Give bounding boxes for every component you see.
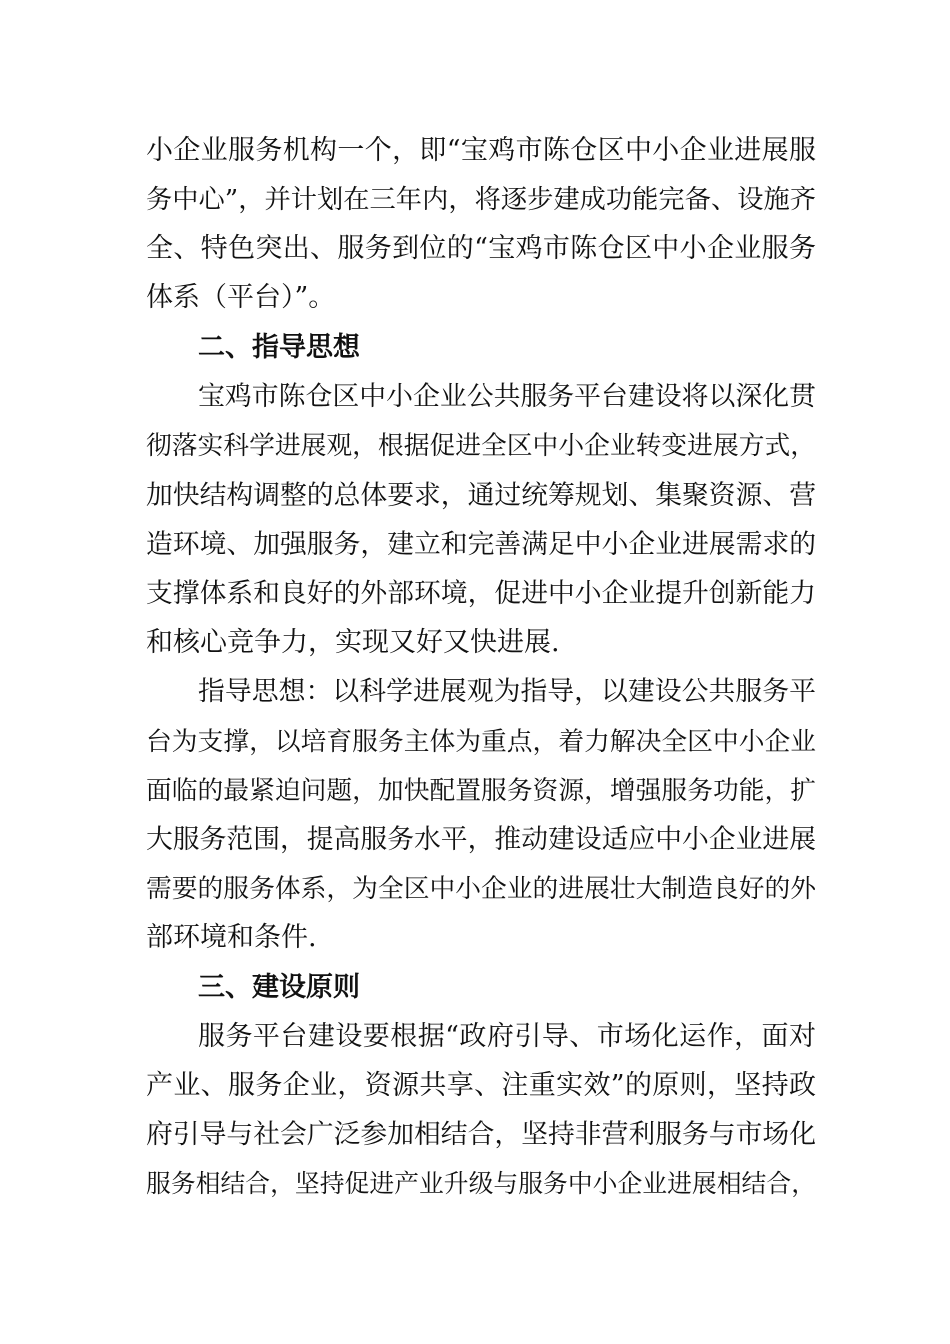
body-text-line: 体系（平台）”。: [146, 282, 336, 313]
body-text-line: 务中心”，并计划在三年内，将逐步建成功能完备、设施齐: [146, 185, 816, 215]
body-text-line: 面临的最紧迫问题，加快配置服务资源，增强服务功能，扩: [146, 776, 816, 806]
body-text-line: 全、特色突出、服务到位的“宝鸡市陈仓区中小企业服务: [146, 233, 816, 264]
section-heading: 三、建设原则: [198, 972, 360, 1003]
body-text-line: 彻落实科学进展观，根据促进全区中小企业转变进展方式，: [146, 431, 816, 461]
body-text-line: 宝鸡市陈仓区中小企业公共服务平台建设将以深化贯: [198, 381, 816, 412]
body-text-line: 小企业服务机构一个，即“宝鸡市陈仓区中小企业进展服: [146, 135, 816, 166]
body-text-line: 部环境和条件.: [146, 922, 317, 953]
body-text-line: 产业、服务企业，资源共享、注重实效”的原则，坚持政: [146, 1070, 816, 1101]
body-text-line: 服务相结合，坚持促进产业升级与服务中小企业进展相结合，: [146, 1169, 816, 1198]
body-text-line: 服务平台建设要根据“政府引导、市场化运作，面对: [198, 1021, 816, 1052]
body-text-line: 府引导与社会广泛参加相结合，坚持非营利服务与市场化: [146, 1119, 816, 1150]
body-text-line: 需要的服务体系，为全区中小企业的进展壮大制造良好的外: [146, 874, 816, 904]
body-text-line: 和核心竞争力，实现又好又快进展.: [146, 627, 560, 658]
body-text-line: 造环境、加强服务，建立和完善满足中小企业进展需求的: [146, 529, 816, 560]
body-text-line: 台为支撑，以培育服务主体为重点，着力解决全区中小企业: [146, 727, 816, 757]
body-text-line: 指导思想：以科学进展观为指导，以建设公共服务平: [198, 676, 816, 707]
section-heading: 二、指导思想: [198, 332, 360, 363]
body-text-line: 大服务范围，提高服务水平，推动建设适应中小企业进展: [146, 824, 816, 855]
body-text-line: 加快结构调整的总体要求，通过统筹规划、集聚资源、营: [146, 480, 816, 511]
body-text-line: 支撑体系和良好的外部环境，促进中小企业提升创新能力: [146, 578, 816, 609]
